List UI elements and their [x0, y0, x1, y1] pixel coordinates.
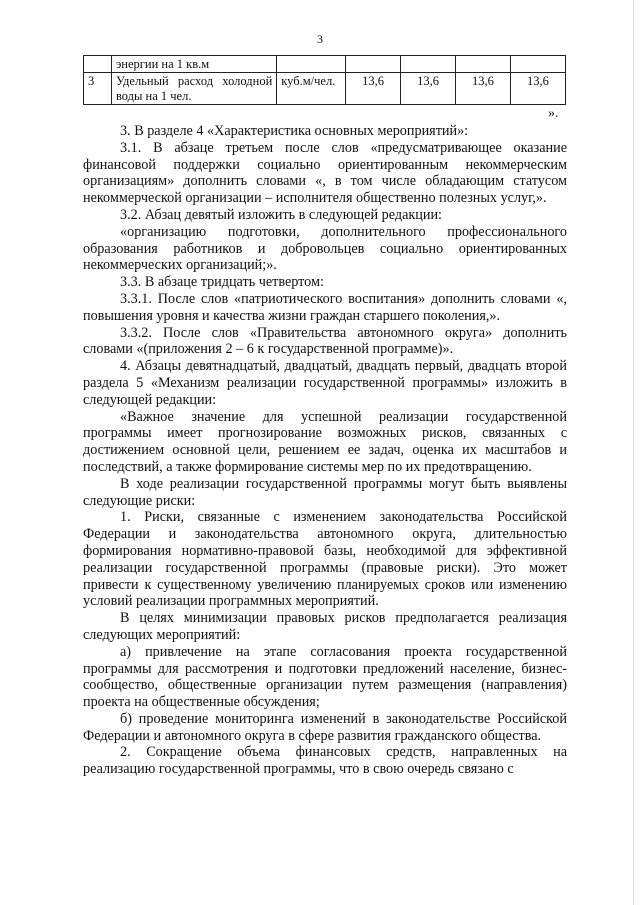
paragraph: «организацию подготовки, дополнительного профессионального образования работников и добровольцев социально ориентированных некоммерческих организаций;». [83, 223, 567, 274]
paragraph: 3.3.2. После слов «Правительства автономного округа» дополнить словами «(приложения 2 – 6 к государственной программе)». [83, 324, 567, 358]
paragraph: 3. В разделе 4 «Характеристика основных мероприятий»: [120, 123, 469, 139]
table-row [84, 56, 566, 73]
paragraph: «Важное значение для успешной реализации государственной программы имеет прогнозирование возможных рисков, связанных с достижением основной цели, решением ее задач, оценка их масштабов и последствий, а также формирование системы мер по их предотвращению. [83, 408, 567, 475]
paragraph: б) проведение мониторинга изменений в законодательстве Российской Федерации и автономного округа в сфере развития гражданского общества. [83, 710, 567, 744]
table-cell: 3 [84, 73, 112, 105]
table-cell: 13,6 [346, 73, 401, 105]
table-cell: энергии на 1 кв.м [111, 56, 276, 73]
paragraph: 3.2. Абзац девятый изложить в следующей редакции: [120, 206, 443, 223]
table-cell [456, 56, 511, 73]
table-cell [84, 56, 112, 73]
document-body [83, 123, 567, 778]
table-cell: 13,6 [510, 73, 565, 105]
paragraph: а) привлечение на этапе согласования проекта государственной программы для рассмотрения и подготовки предложений население, бизнес-сообщество, общественные организации путем размещения (направления) проекта на общественные обсуждения; [83, 643, 567, 711]
table-cell [401, 56, 456, 73]
table-cell [346, 56, 401, 73]
closing-quote: ». [548, 106, 559, 121]
table-cell: Удельный расход холодной воды на 1 чел. [111, 73, 276, 105]
table-row [84, 73, 566, 105]
paragraph: 3.1. В абзаце третьем после слов «предусматривающее оказание финансовой поддержки социально ориентированным некоммерческим организациям» дополнить словами «, в том числе обладающим статусом некоммерческой организации – исполнителя общественно полезных услуг,». [83, 139, 567, 207]
paragraph: 2. Сокращение объема финансовых средств, направленных на реализацию государственной программы, что в свою очередь связано с [83, 744, 567, 778]
table-cell [510, 56, 565, 73]
table-cell [277, 56, 346, 73]
paragraph: 1. Риски, связанные с изменением законодательства Российской Федерации и законодательства автономного округа, длительностью формирования нормативно-правовой базы, необходимой для эффективной реализации государственной программы (правовые риски). Это может привести к существенному увеличению планируемых сроков или изменению условий реализации программных мероприятий. [83, 509, 567, 610]
table-cell: куб.м/чел. [277, 73, 346, 105]
paragraph: В целях минимизации правовых рисков предполагается реализация следующих мероприятий: [83, 610, 567, 643]
table-cell: 13,6 [401, 73, 456, 105]
paragraph: 3.3. В абзаце тридцать четвертом: [120, 274, 324, 291]
table-cell: 13,6 [456, 73, 511, 105]
scan-edge-line [633, 0, 634, 905]
page-number: 3 [317, 32, 323, 46]
paragraph: В ходе реализации государственной программы могут быть выявлены следующие риски: [83, 475, 567, 509]
indicator-table [83, 55, 566, 105]
paragraph: 4. Абзацы девятнадцатый, двадцатый, двадцать первый, двадцать второй раздела 5 «Механизм реализации государственной программы» изложить в следующей редакции: [83, 358, 567, 408]
paragraph: 3.3.1. После слов «патриотического воспитания» дополнить словами «, повышения уровня и качества жизни граждан старшего поколения,». [83, 290, 567, 324]
